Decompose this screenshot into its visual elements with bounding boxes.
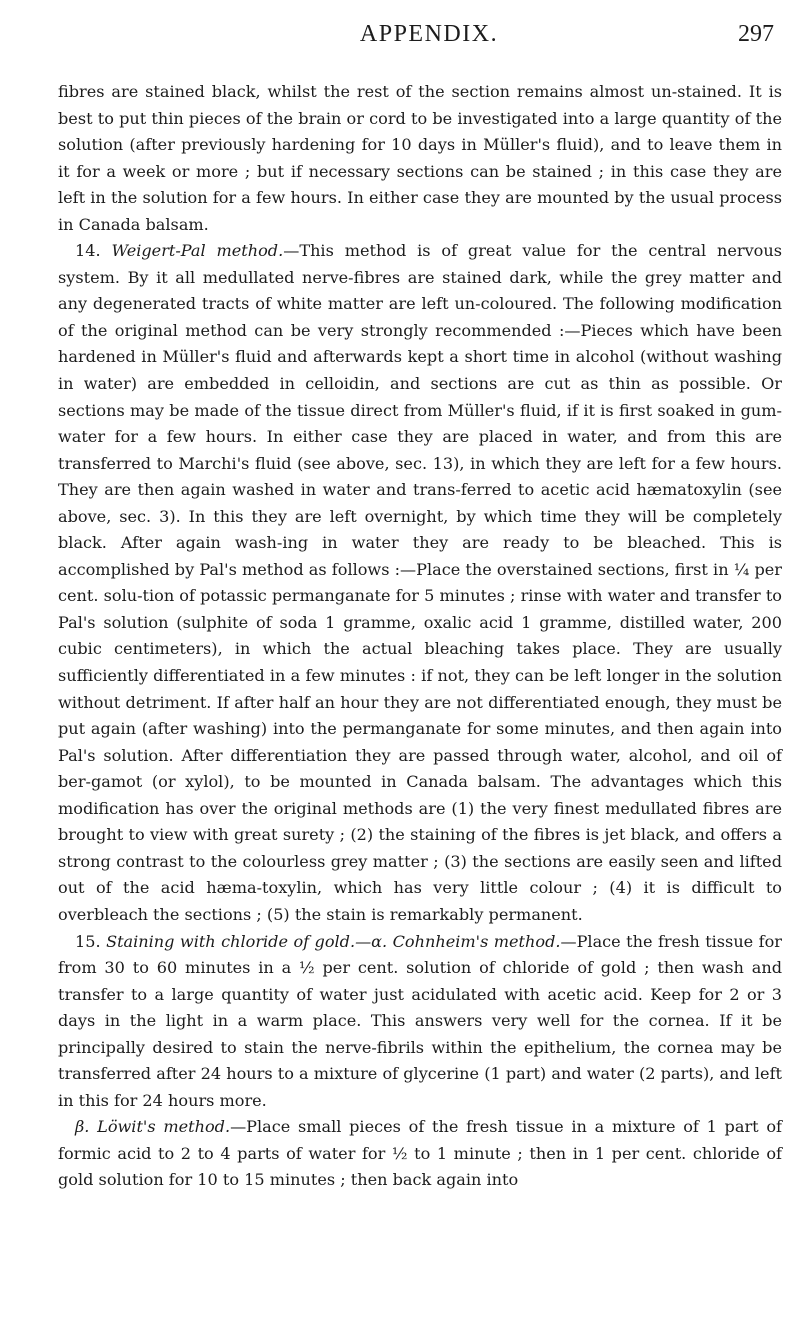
page-number: 297 <box>738 21 774 47</box>
section-heading: Staining with chloride of gold.—α. Cohnheim's method. <box>106 931 561 951</box>
header-title: APPENDIX. <box>359 21 499 47</box>
paragraph-chloride-of-gold <box>58 929 782 1115</box>
paragraph-weigert-pal <box>58 238 782 928</box>
paragraph-text: —This method is of great value for the central nervous system. By it all medullated nerve-fibres are stained dark, while the grey matter and any degenerated tracts of white matter are left un-coloured. The following modification of the original method can be very strongly recommended :—Pieces which have been hardened in Müller's fluid and afterwards kept a short time in alcohol (without washing in water) are embedded in celloidin, and sections are cut as thin as possible. Or sections may be made of the tissue direct from Müller's fluid, if it is first soaked in gum-water for a few hours. In either case they are placed in water, and from this are transferred to Marchi's fluid (see above, sec. 13), in which they are left for a few hours. They are then again washed in water and trans-ferred to acetic acid hæmatoxylin (see above, sec. 3). In this they are left overnight, by which time they will be completely black. After again wash-ing in water they are ready to be bleached. This is accomplished by Pal's method as follows :—Place the overstained sections, first in ¼ per cent. solu-tion of potassic permanganate for 5 minutes ; rinse with water and transfer to Pal's solution (sulphite of soda 1 gramme, oxalic acid 1 gramme, distilled water, 200 cubic centimeters), in which the actual bleaching takes place. They are usually sufficiently differentiated in a few minutes : if not, they can be left longer in the solution without detriment. If after half an hour they are not differentiated enough, they must be put again (after washing) into the permanganate for some minutes, and then again into Pal's solution. After differentiation they are passed through water, alcohol, and oil of ber-gamot (or xylol), to be mounted in Canada balsam. The advantages which this modification has over the original methods are (1) the very finest medullated fibres are brought to view with great surety ; (2) the staining of the fibres is jet black, and offers a strong contrast to the colourless grey matter ; (3) the sections are easily seen and lifted out of the acid hæma-toxylin, which has very little colour ; (4) it is difficult to overbleach the sections ; (5) the stain is remarkably permanent. <box>58 241 782 924</box>
paragraph-text: —Place small pieces of the fresh tissue in a mixture of 1 part of formic acid to 2 to 4 parts of water for ½ to 1 minute ; then in 1 per cent. chloride of gold solution for 10 to 15 minutes ; then back again into <box>58 1117 782 1190</box>
paragraph-stain-continuation <box>58 79 782 238</box>
section-heading: Weigert-Pal method. <box>111 241 284 261</box>
running-head <box>84 14 774 54</box>
section-heading: β. Löwit's method. <box>75 1117 231 1137</box>
section-number: 15. <box>75 931 101 951</box>
section-number: 14. <box>75 241 101 261</box>
paragraph-text: fibres are stained black, whilst the rest of the section remains almost un-stained. It is best to put thin pieces of the brain or cord to be investigated into a large quantity of the solution (after previously hardening for 10 days in Müller's fluid), and to leave them in it for a week or more ; but if necessary sections can be stained ; in this case they are left in the solution for a few hours. In either case they are mounted by the usual process in Canada balsam. <box>58 82 782 234</box>
body-text <box>58 79 782 1194</box>
paragraph-lowit-method <box>58 1114 782 1194</box>
paragraph-text: —Place the fresh tissue for from 30 to 60 minutes in a ½ per cent. solution of chloride of gold ; then wash and transfer to a large quantity of water just acidulated with acetic acid. Keep for 2 or 3 days in the light in a warm place. This answers very well for the cornea. If it be principally desired to stain the nerve-fibrils within the epithelium, the cornea may be transferred after 24 hours to a mixture of glycerine (1 part) and water (2 parts), and left in this for 24 hours more. <box>58 931 782 1110</box>
